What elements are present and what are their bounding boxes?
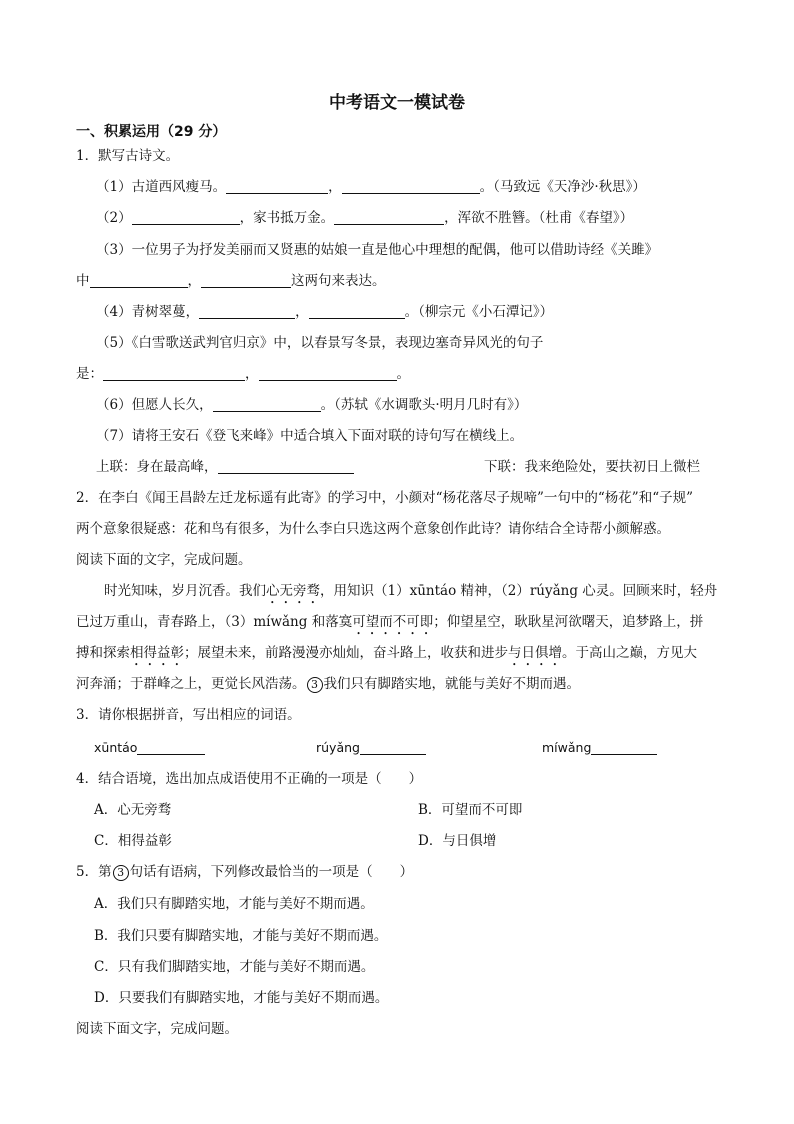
q4-option-a[interactable]: A．心无旁骛	[94, 802, 172, 818]
answer-blank[interactable]	[199, 304, 295, 319]
q4-heading: 4．结合语境，选出加点成语使用不正确的一项是（ ）	[76, 771, 423, 787]
q1-item-5-line1: （5）《白雪歌送武判官归京》中，以春景写冬景，表现边塞奇异风光的句子	[96, 335, 544, 351]
q5-heading: 5．第 3 句话有语病，下列修改最恰当的一项是（ ）	[76, 864, 414, 880]
q2-line2: 两个意象很疑惑：花和鸟有很多，为什么李白只选这两个意象创作此诗？请你结合全诗帮小颜解惑。	[76, 521, 670, 537]
page-title: 中考语文一模试卷	[329, 93, 465, 113]
passage-line-3: 搏和探索相得益彰；展望未来，前路漫漫亦灿灿，奋斗路上，收获和进步与日俱增。于高山之巅，方见大	[76, 645, 697, 661]
q4-option-d[interactable]: D．与日俱增	[418, 833, 497, 849]
answer-blank[interactable]	[342, 179, 480, 194]
section-heading: 一、积累运用（29 分）	[76, 124, 227, 140]
passage-line-2: 已过万重山，青春路上，（3）míwǎng 和落寞可望而不可即；仰望星空，耿耿星河欲曙天，追梦路上，拼	[76, 614, 704, 630]
q5-option-b[interactable]: B．我们只要有脚踏实地，才能与美好不期而遇。	[94, 928, 388, 944]
q5-option-d[interactable]: D．只要我们有脚踏实地，才能与美好不期而遇。	[94, 990, 389, 1006]
q2-line1: 2．在李白《闻王昌龄左迁龙标遥有此寄》的学习中，小颜对“杨花落尽子规啼”一句中的“杨花”和“子规”	[76, 490, 693, 506]
couplet-upper: 上联：身在最高峰，	[96, 457, 354, 477]
couplet-lower: 下联：我来绝险处，要扶初日上微栏	[484, 459, 700, 475]
dotted-idiom: 相得益彰	[130, 645, 184, 661]
pinyin-2: rúyǎng	[316, 738, 426, 758]
q4-option-c[interactable]: C．相得益彰	[94, 833, 172, 849]
circled-number: 3	[113, 865, 129, 881]
answer-blank[interactable]	[90, 273, 188, 288]
q1-item-3-line2: 中 ， 这两句来表达。	[76, 273, 386, 289]
q4-option-b[interactable]: B．可望而不可即	[418, 802, 523, 818]
passage-line-4: 河奔涌；于群峰之上，更觉长风浩荡。 3 我们只有脚踏实地，就能与美好不期而遇。	[76, 676, 580, 692]
q1-item-2: （2） ，家书抵万金。 ，浑欲不胜簪。（杜甫《春望》）	[96, 210, 634, 226]
q1-item-3-line1: （3）一位男子为抒发美丽而又贤惠的姑娘一直是他心中理想的配偶，他可以借助诗经《关雎》	[96, 242, 659, 258]
answer-blank[interactable]	[226, 179, 328, 194]
q5-option-c[interactable]: C．只有我们脚踏实地，才能与美好不期而遇。	[94, 959, 375, 975]
q1-item-1: （1）古道西风瘦马。 ， 。（马致远《天净沙·秋思》）	[96, 179, 646, 195]
pinyin-3: míwǎng	[542, 738, 657, 758]
answer-blank[interactable]	[360, 740, 426, 755]
q5-option-a[interactable]: A．我们只有脚踏实地，才能与美好不期而遇。	[94, 896, 374, 912]
dotted-idiom: 与日俱增	[508, 645, 562, 661]
reading-instruction: 阅读下面的文字，完成问题。	[76, 552, 252, 568]
q1-item-6: （6）但愿人长久， 。（苏轼《水调歌头·明月几时有》）	[96, 397, 528, 413]
dotted-idiom: 心无旁骛	[266, 583, 320, 599]
answer-blank[interactable]	[334, 210, 444, 225]
answer-blank[interactable]	[213, 397, 321, 412]
reading-instruction-2: 阅读下面文字，完成问题。	[76, 1021, 238, 1037]
answer-blank[interactable]	[218, 459, 354, 474]
passage-line-1: 时光知味，岁月沉香。我们心无旁骛，用知识（1）xūntáo 精神，（2）rúyǎng 心灵。回顾来时，轻舟	[104, 583, 718, 599]
pinyin-1: xūntáo	[94, 738, 205, 758]
q1-item-7: （7）请将王安石《登飞来峰》中适合填入下面对联的诗句写在横线上。	[96, 428, 524, 444]
answer-blank[interactable]	[259, 366, 397, 381]
answer-blank[interactable]	[103, 366, 245, 381]
answer-blank[interactable]	[137, 740, 205, 755]
q3-heading: 3．请你根据拼音，写出相应的词语。	[76, 707, 301, 723]
q1-item-5-line2: 是： ， 。	[76, 366, 410, 382]
answer-blank[interactable]	[309, 304, 405, 319]
q1-item-4: （4）青树翠蔓， ， 。（柳宗元《小石潭记》）	[96, 304, 554, 320]
answer-blank[interactable]	[591, 740, 657, 755]
q1-heading: 1．默写古诗文。	[76, 148, 180, 164]
answer-blank[interactable]	[132, 210, 240, 225]
dotted-idiom: 可望而不可即	[352, 614, 434, 630]
circled-number: 3	[307, 677, 323, 693]
answer-blank[interactable]	[201, 273, 291, 288]
